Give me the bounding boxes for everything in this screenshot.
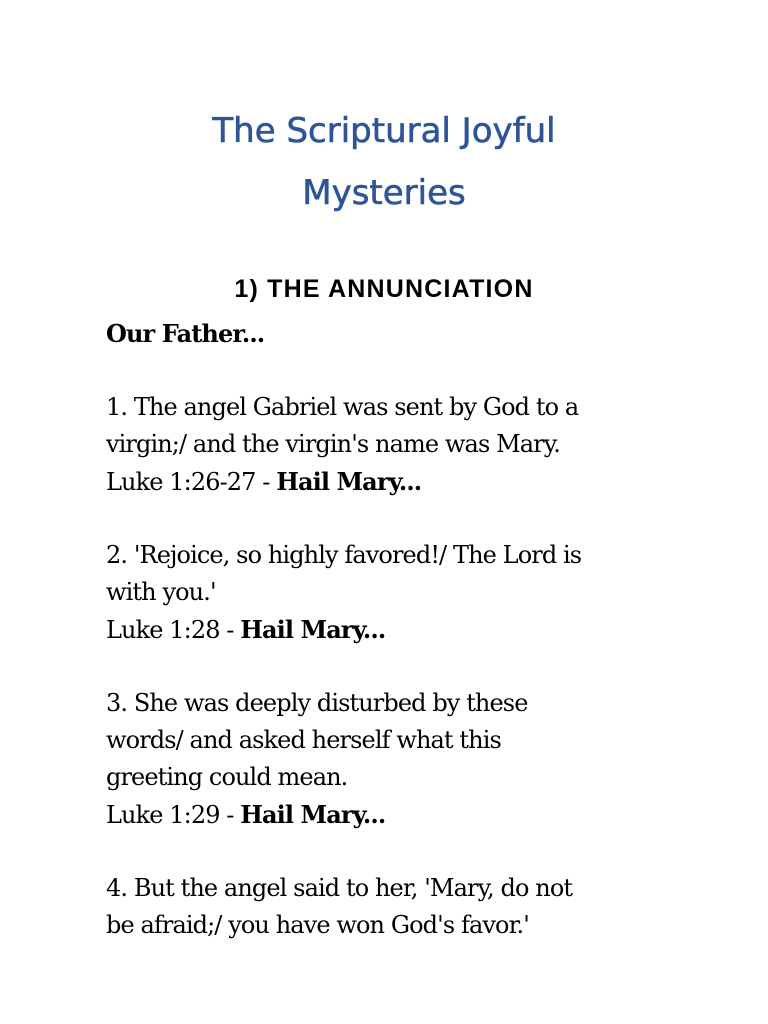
title-line-2: Mysteries [302,173,466,213]
verse-3-line-1: 3. She was deeply disturbed by these [106,689,528,717]
verse-3-line-3: greeting could mean. [106,763,348,791]
verse-3-line-2: words/ and asked herself what this [106,726,501,754]
verse-1-reference-line [106,463,706,501]
verse-3-prayer: Hail Mary... [240,800,386,829]
verse-2 [106,537,706,649]
verse-4-line-2: be afraid;/ you have won God's favor.' [106,911,529,939]
verse-4-line-1: 4. But the angel said to her, 'Mary, do not [106,874,573,902]
verse-3-reference-line [106,796,706,834]
verse-2-prayer: Hail Mary... [240,615,386,644]
verse-1-prayer: Hail Mary... [276,467,422,496]
verse-1-reference: Luke 1:26-27 - [106,468,277,496]
verse-3-reference: Luke 1:29 - [106,801,241,829]
verse-2-reference: Luke 1:28 - [106,616,241,644]
verse-4 [106,870,706,944]
verse-1-line-1: 1. The angel Gabriel was sent by God to a [106,393,579,421]
title-line-1: The Scriptural Joyful [212,111,556,151]
verse-2-line-1: 2. 'Rejoice, so highly favored!/ The Lord is [106,541,582,569]
verse-2-reference-line [106,611,706,649]
page-title [0,100,768,224]
section-heading: 1) THE ANNUNCIATION [234,275,534,303]
verse-1-line-2: virgin;/ and the virgin's name was Mary. [106,430,560,458]
opening-prayer: Our Father... [106,319,265,348]
verse-2-line-2: with you.' [106,578,216,606]
verse-1 [106,389,706,501]
verse-3 [106,685,706,834]
